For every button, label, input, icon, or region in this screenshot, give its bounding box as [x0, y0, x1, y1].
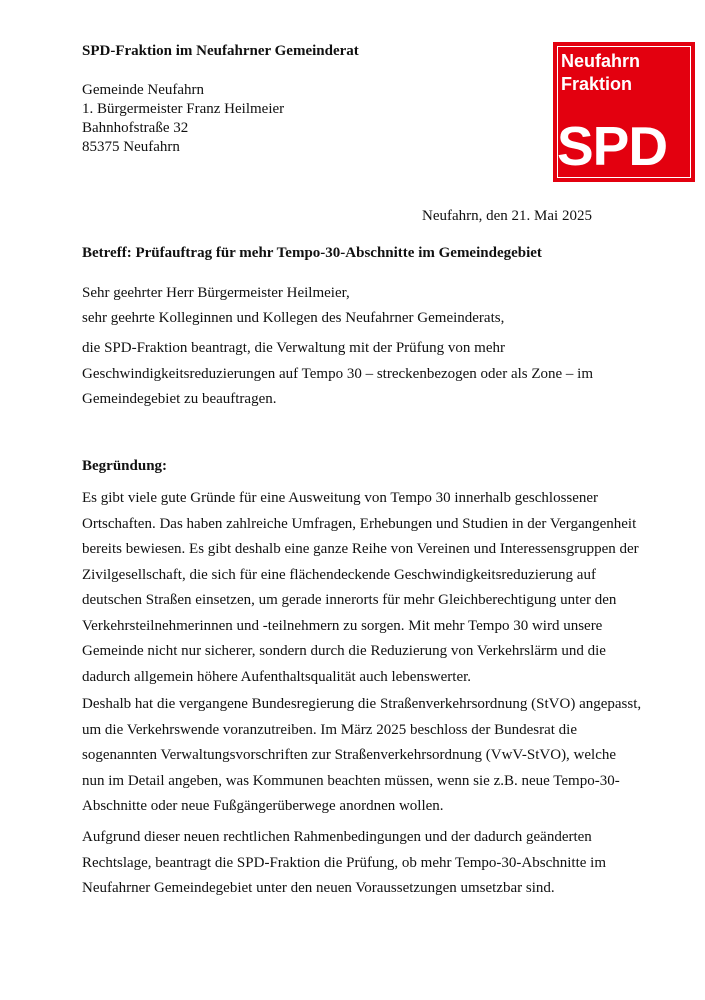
- recipient-line: Gemeinde Neufahrn: [82, 82, 205, 98]
- reasoning-heading: Begründung:: [82, 458, 168, 474]
- letter-date: Neufahrn, den 21. Mai 2025: [422, 208, 592, 224]
- sender-name: SPD-Fraktion im Neufahrner Gemeinderat: [82, 43, 359, 59]
- recipient-line: 1. Bürgermeister Franz Heilmeier: [82, 101, 285, 117]
- logo-line-1: Neufahrn: [561, 51, 641, 71]
- salutation-line: Sehr geehrter Herr Bürgermeister Heilmeier,: [82, 285, 350, 301]
- logo-line-2: Fraktion: [561, 74, 633, 94]
- reasoning-paragraph: Es gibt viele gute Gründe für eine Ausweitung von Tempo 30 innerhalb geschlossener Ortschaften. Das haben zahlreiche Umfragen, Erhebungen und Studien in der Vergangenheit bereits bewiesen. Es gibt deshalb eine ganze Reihe von Vereinen und Interessensgruppen der Zivilgesellschaft, die sich für eine flächendeckende Geschwindigkeitsreduzierung auf deutschen Straßen einsetzen, um gerade innerorts für mehr Gleichberechtigung unter den Verkehrsteilnehmerinnen und -teilnehmern zu sorgen. Mit mehr Tempo 30 wird unsere Gemeinde nicht nur sicherer, sondern durch die Reduzierung von Verkehrslärm und die dadurch allgemein höhere Aufenthaltsqualität auch lebenswerter.: [82, 490, 639, 685]
- recipient-line: 85375 Neufahrn: [82, 139, 180, 155]
- reasoning-paragraph: Deshalb hat die vergangene Bundesregierung die Straßenverkehrsordnung (StVO) angepasst, um die Verkehrswende voranzutreiben. Im März 2025 beschloss der Bundesrat die sogenannten Verwaltungsvorschriften zur Straßenverkehrsordnung (VwV-StVO), welche nun im Detail angeben, was Kommunen beachten müssen, wenn sie z.B. neue Tempo-30-Abschnitte oder neue Fußgängerüberwege anordnen wollen.: [82, 696, 642, 814]
- reasoning-paragraph: Aufgrund dieser neuen rechtlichen Rahmenbedingungen und der dadurch geänderten Rechtslage, beantragt die SPD-Fraktion die Prüfung, ob mehr Tempo-30-Abschnitte im Neufahrner Gemeindegebiet unter den neuen Voraussetzungen umsetzbar sind.: [82, 829, 606, 896]
- logo-party-name: SPD: [557, 115, 668, 177]
- spd-logo: [553, 42, 695, 182]
- salutation: [82, 281, 504, 331]
- salutation-line: sehr geehrte Kolleginnen und Kollegen des Neufahrner Gemeinderats,: [82, 310, 505, 326]
- recipient-address: [82, 81, 284, 157]
- subject-line: Betreff: Prüfauftrag für mehr Tempo-30-Abschnitte im Gemeindegebiet: [82, 245, 542, 261]
- request-paragraph: die SPD-Fraktion beantragt, die Verwaltung mit der Prüfung von mehr Geschwindigkeitsreduzierungen auf Tempo 30 – streckenbezogen oder als Zone – im Gemeindegebiet zu beauftragen.: [82, 340, 594, 407]
- recipient-line: Bahnhofstraße 32: [82, 120, 189, 136]
